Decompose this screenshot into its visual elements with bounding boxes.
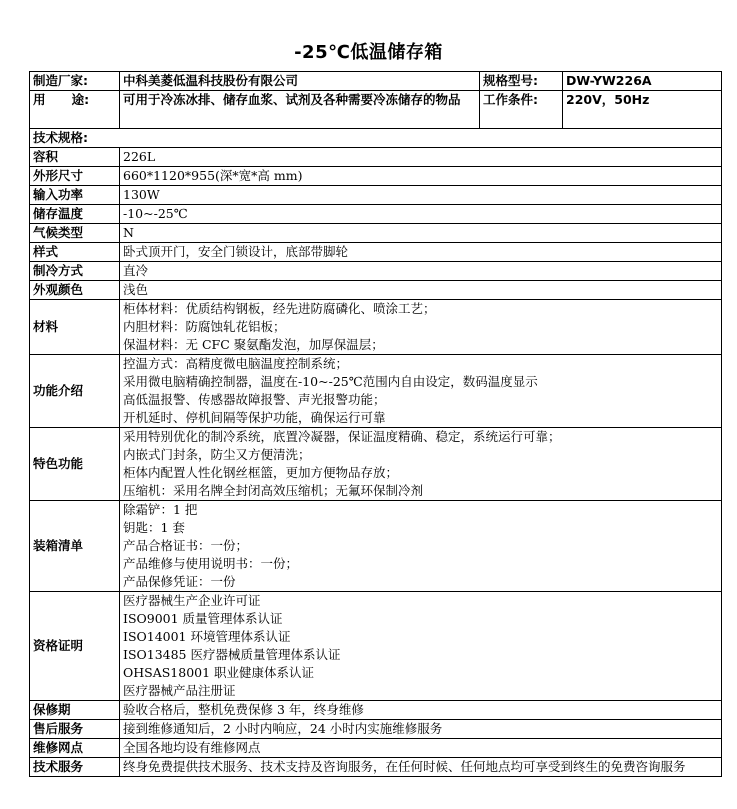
spec-value — [120, 701, 722, 720]
spec-value-line: 产品合格证书：一份； — [123, 538, 249, 553]
spec-label: 制冷方式 — [30, 262, 120, 281]
spec-value — [120, 243, 722, 262]
spec-value-line: 采用特别优化的制冷系统，底置冷凝器，保证温度精确、稳定，系统运行可靠； — [123, 429, 561, 444]
spec-value-line: 全国各地均设有维修网点 — [123, 740, 261, 755]
spec-value-line: 130W — [123, 187, 160, 202]
spec-value-line: 660*1120*955(深*宽*高 mm) — [123, 168, 303, 183]
spec-value-line: 内胆材料：防腐蚀轧花铝板； — [123, 319, 286, 334]
spec-value-line: 验收合格后，整机免费保修 3 年，终身维修 — [123, 702, 364, 717]
spec-row — [30, 281, 722, 300]
manufacturer-label: 制造厂家: — [30, 72, 120, 91]
spec-label: 外观颜色 — [30, 281, 120, 300]
usage-value: 可用于冷冻冰排、储存血浆、试剂及各种需要冷冻储存的物品 — [120, 91, 480, 129]
spec-value-line: 开机延时、停机间隔等保护功能，确保运行可靠 — [123, 410, 386, 425]
spec-value — [120, 262, 722, 281]
spec-label: 保修期 — [30, 701, 120, 720]
spec-label: 输入功率 — [30, 186, 120, 205]
spec-label: 外形尺寸 — [30, 167, 120, 186]
spec-value-line: 柜体内配置人性化钢丝框篮，更加方便物品存放； — [123, 465, 399, 480]
spec-value-line: 保温材料：无 CFC 聚氨酯发泡，加厚保温层； — [123, 337, 384, 352]
spec-label: 功能介绍 — [30, 355, 120, 428]
model-value: DW-YW226A — [563, 72, 722, 91]
spec-value-line: 产品保修凭证：一份 — [123, 574, 236, 589]
spec-value — [120, 300, 722, 355]
spec-value — [120, 758, 722, 777]
spec-value-line: 卧式顶开门，安全门锁设计，底部带脚轮 — [123, 244, 349, 259]
spec-value-line: 浅色 — [123, 282, 149, 297]
usage-row — [30, 91, 722, 129]
spec-value — [120, 501, 722, 592]
spec-label: 样式 — [30, 243, 120, 262]
spec-label: 装箱清单 — [30, 501, 120, 592]
spec-value-line: ISO9001 质量管理体系认证 — [123, 611, 283, 626]
spec-value-line: 除霜铲：1 把 — [123, 502, 198, 517]
spec-label: 技术服务 — [30, 758, 120, 777]
spec-value-line: 控温方式：高精度微电脑温度控制系统； — [123, 356, 349, 371]
spec-value-line: 终身免费提供技术服务、技术支持及咨询服务，在任何时候、任何地点均可享受到终生的免费咨询服务 — [123, 759, 686, 774]
spec-row — [30, 428, 722, 501]
spec-value — [120, 167, 722, 186]
spec-label: 资格证明 — [30, 592, 120, 701]
condition-label: 工作条件: — [480, 91, 563, 129]
spec-value — [120, 592, 722, 701]
spec-label: 材料 — [30, 300, 120, 355]
spec-value — [120, 148, 722, 167]
spec-value-line: 医疗器械产品注册证 — [123, 683, 236, 698]
spec-value-line: 226L — [123, 149, 156, 164]
manufacturer-row — [30, 72, 722, 91]
model-label: 规格型号: — [480, 72, 563, 91]
spec-value-line: 压缩机：采用名牌全封闭高效压缩机；无氟环保制冷剂 — [123, 483, 424, 498]
spec-value — [120, 355, 722, 428]
spec-value-line: 内嵌式门封条，防尘又方便清洗； — [123, 447, 311, 462]
spec-label: 容积 — [30, 148, 120, 167]
spec-label: 维修网点 — [30, 739, 120, 758]
spec-row — [30, 167, 722, 186]
spec-value-line: 高低温报警、传感器故障报警、声光报警功能； — [123, 392, 386, 407]
spec-label: 特色功能 — [30, 428, 120, 501]
spec-row — [30, 224, 722, 243]
spec-value — [120, 720, 722, 739]
spec-row — [30, 262, 722, 281]
spec-row — [30, 739, 722, 758]
spec-row — [30, 300, 722, 355]
spec-row — [30, 205, 722, 224]
spec-value-line: ISO14001 环境管理体系认证 — [123, 629, 291, 644]
spec-value-line: 产品维修与使用说明书：一份； — [123, 556, 299, 571]
spec-table — [29, 71, 722, 777]
spec-value-line: ISO13485 医疗器械质量管理体系认证 — [123, 647, 341, 662]
spec-value — [120, 186, 722, 205]
spec-value-line: 直冷 — [123, 263, 149, 278]
usage-label: 用 途: — [30, 91, 120, 129]
spec-label: 气候类型 — [30, 224, 120, 243]
spec-value-line: 柜体材料：优质结构钢板，经先进防腐磷化、喷涂工艺； — [123, 301, 436, 316]
spec-heading: 技术规格: — [30, 129, 722, 148]
manufacturer-value: 中科美菱低温科技股份有限公司 — [120, 72, 480, 91]
spec-row — [30, 148, 722, 167]
spec-value-line: 钥匙：1 套 — [123, 520, 185, 535]
spec-label: 售后服务 — [30, 720, 120, 739]
spec-row — [30, 758, 722, 777]
spec-row — [30, 501, 722, 592]
spec-value — [120, 224, 722, 243]
spec-value — [120, 281, 722, 300]
spec-value — [120, 739, 722, 758]
spec-row — [30, 701, 722, 720]
spec-value-line: -10~-25℃ — [123, 206, 188, 221]
spec-row — [30, 720, 722, 739]
spec-value — [120, 428, 722, 501]
spec-row — [30, 592, 722, 701]
spec-heading-row — [30, 129, 722, 148]
condition-value: 220V，50Hz — [563, 91, 722, 129]
spec-value-line: OHSAS18001 职业健康体系认证 — [123, 665, 315, 680]
spec-value-line: 医疗器械生产企业许可证 — [123, 593, 261, 608]
spec-value-line: 采用微电脑精确控制器，温度在-10~-25℃范围内自由设定，数码温度显示 — [123, 374, 538, 389]
spec-value-line: 接到维修通知后，2 小时内响应，24 小时内实施维修服务 — [123, 721, 443, 736]
document-title: -25℃低温储存箱 — [294, 42, 443, 63]
spec-label: 储存温度 — [30, 205, 120, 224]
spec-row — [30, 186, 722, 205]
spec-row — [30, 243, 722, 262]
spec-value — [120, 205, 722, 224]
spec-row — [30, 355, 722, 428]
spec-value-line: N — [123, 225, 134, 240]
